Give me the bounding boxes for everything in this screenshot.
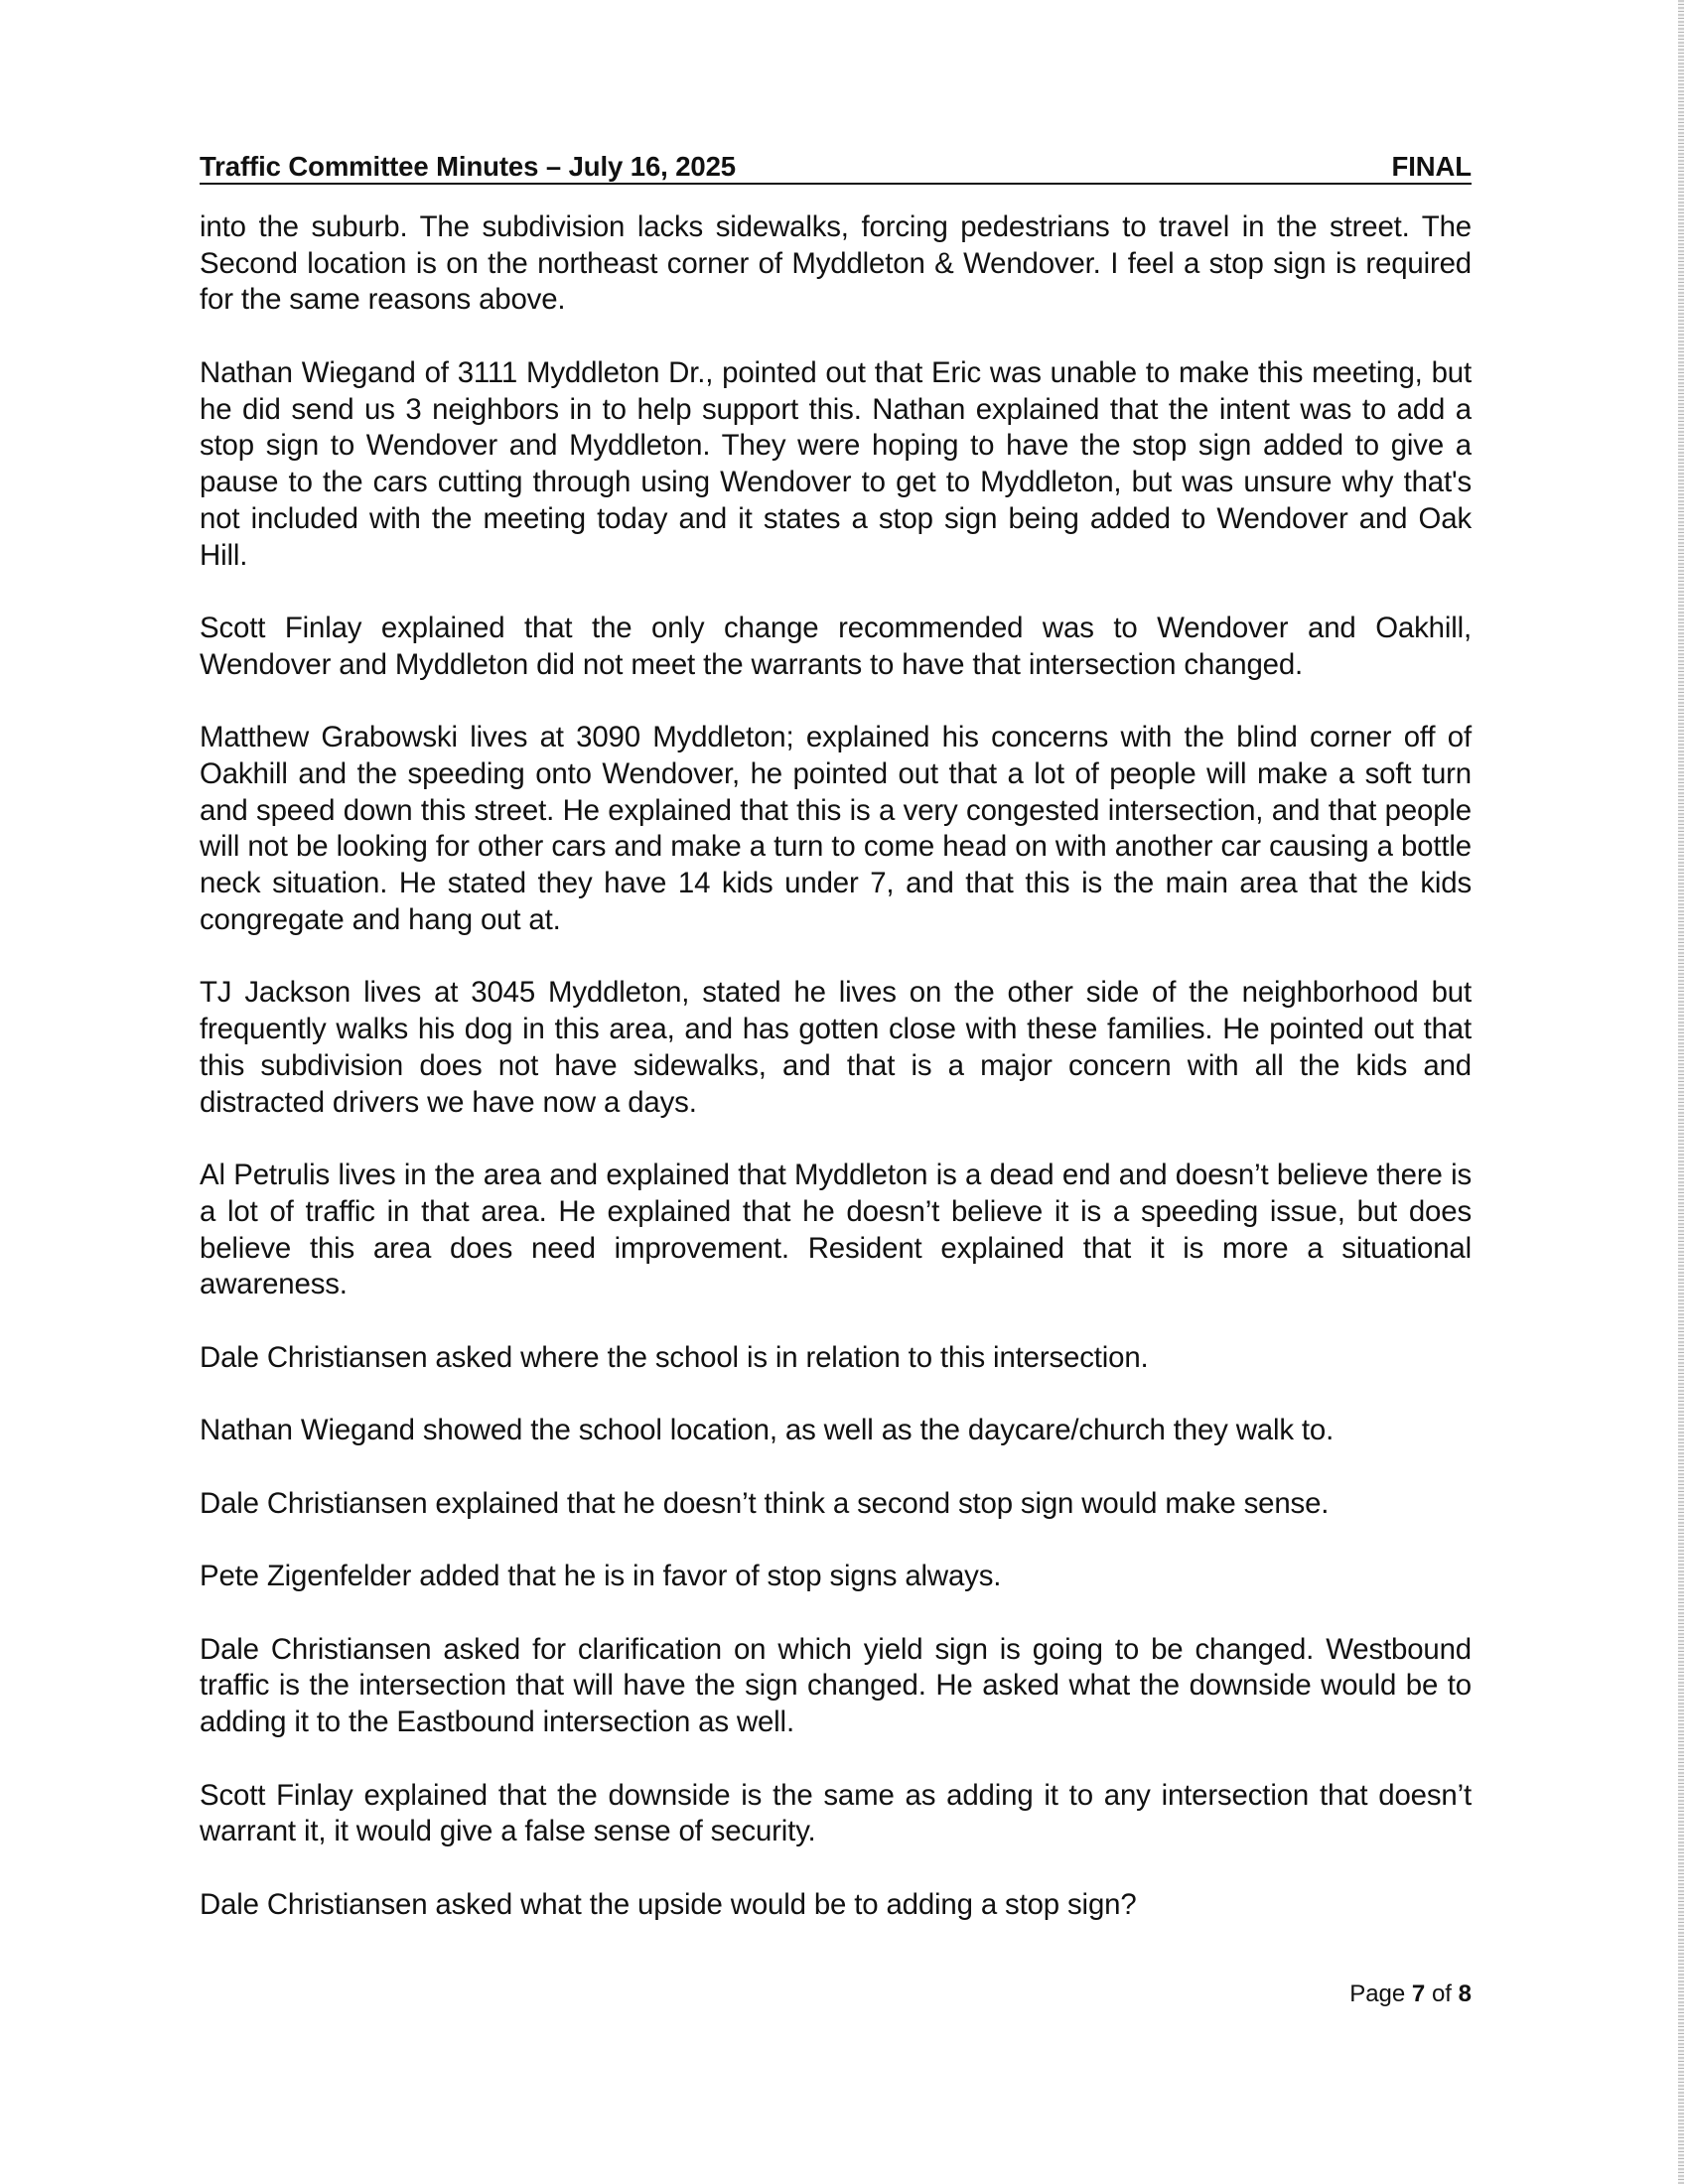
paragraph-nathan-wiegand: Nathan Wiegand of 3111 Myddleton Dr., pointed out that Eric was unable to make this meeting, but he did send us 3 neighbors in to help support this. Nathan explained that the intent was to add a stop sign to Wendover and Myddleton. They were hoping to have the stop sign added to give a pause to the cars cutting through using Wendover to get to Myddleton, but was unsure why that's not included with the meeting today and it states a stop sign being added to Wendover and Oak Hill. (200, 355, 1472, 572)
paragraph-dale-upside-question: Dale Christiansen asked what the upside would be to adding a stop sign? (200, 1887, 1137, 1921)
of-label: of (1431, 1980, 1452, 2007)
paragraph-scott-finlay-warrants: Scott Finlay explained that the only change recommended was to Wendover and Oakhill, Wendover and Myddleton did not meet the warrants to have that intersection changed. (200, 612, 1472, 681)
paragraph-tj-jackson: TJ Jackson lives at 3045 Myddleton, stated he lives on the other side of the neighborhood but frequently walks his dog in this area, and has gotten close with these families. He pointed out that this subdivision does not have sidewalks, and that is a major concern with all the kids and distracted drivers we have now a days. (200, 976, 1472, 1119)
page-number (1349, 1980, 1472, 2008)
document-title: Traffic Committee Minutes – July 16, 2025 (200, 151, 736, 182)
paragraph-dale-second-stop-sign: Dale Christiansen explained that he doesn’t think a second stop sign would make sense. (200, 1486, 1330, 1520)
paragraph-dale-yield-sign: Dale Christiansen asked for clarification on which yield sign is going to be changed. Westbound traffic is the intersection that will have the sign changed. He asked what the downside would be to adding it to the Eastbound intersection as well. (200, 1632, 1472, 1739)
paragraph-scott-finlay-downside: Scott Finlay explained that the downside is the same as adding it to any intersection that doesn’t warrant it, it would give a false sense of security. (200, 1778, 1472, 1848)
paragraph-nathan-school-location: Nathan Wiegand showed the school location, as well as the daycare/church they walk to. (200, 1414, 1335, 1447)
paragraph-dale-school-question: Dale Christiansen asked where the school is in relation to this intersection. (200, 1340, 1149, 1374)
current-page: 7 (1411, 1980, 1426, 2007)
scan-edge (1678, 0, 1684, 2184)
paragraph-continuation: into the suburb. The subdivision lacks sidewalks, forcing pedestrians to travel in the street. The Second location is on the northeast corner of Myddleton & Wendover. I feel a stop sign is required for the same reasons above. (200, 210, 1472, 317)
paragraph-matthew-grabowski: Matthew Grabowski lives at 3090 Myddleton; explained his concerns with the blind corner off of Oakhill and the speeding onto Wendover, he pointed out that a lot of people will make a soft turn and speed down this street. He explained that this is a very congested intersection, and that people will not be looking for other cars and make a turn to come head on with another car causing a bottle neck situation. He stated they have 14 kids under 7, and that this is the main area that the kids congregate and hang out at. (200, 721, 1472, 936)
document-status: FINAL (1391, 151, 1472, 182)
minutes-body (200, 209, 1472, 1960)
paragraph-al-petrulis: Al Petrulis lives in the area and explained that Myddleton is a dead end and doesn’t believe there is a lot of traffic in that area. He explained that he doesn’t believe it is a speeding issue, but does believe this area does need improvement. Resident explained that it is more a situational awareness. (200, 1159, 1472, 1301)
total-pages: 8 (1458, 1980, 1472, 2007)
paragraph-pete-zigenfelder: Pete Zigenfelder added that he is in favor of stop signs always. (200, 1560, 1002, 1593)
page-label: Page (1349, 1980, 1406, 2007)
page-header (200, 149, 1472, 185)
